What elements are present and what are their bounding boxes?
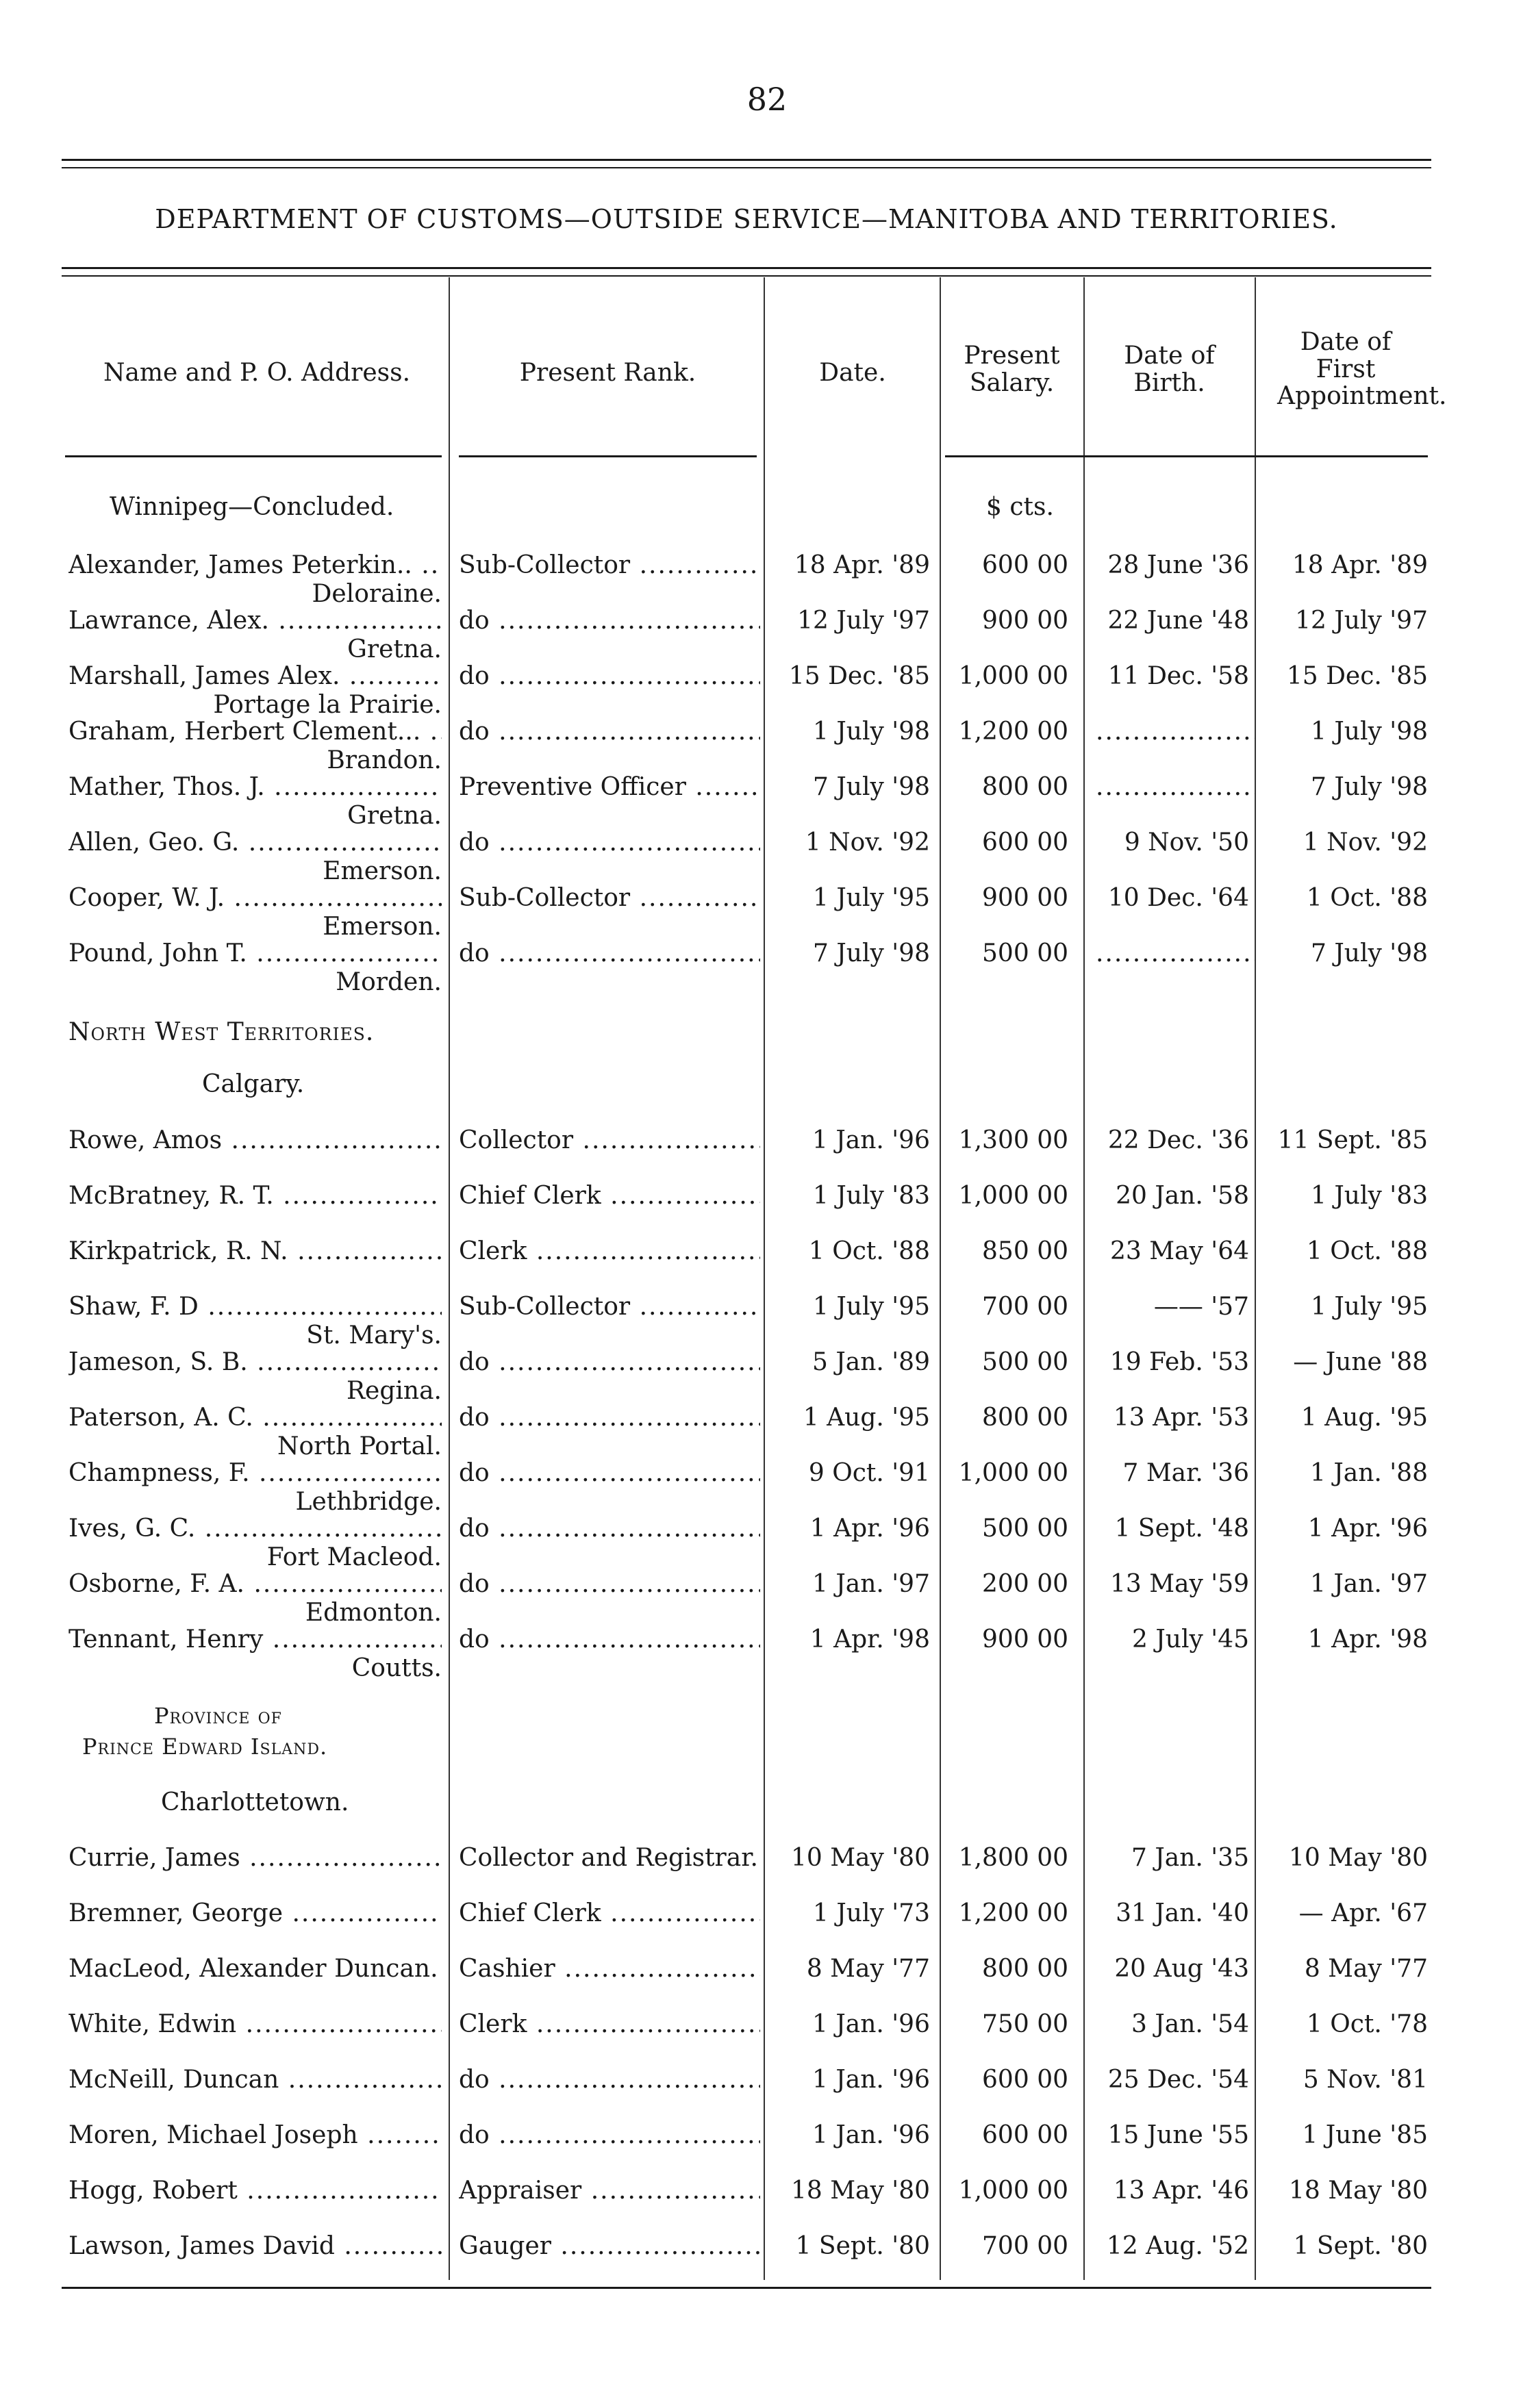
cell-date: 7 July '98 — [813, 773, 930, 801]
cell-name: Jameson, S. B. ..... — [68, 1348, 442, 1376]
cell-name: Mather, Thos. J. ..... — [68, 773, 442, 801]
cell-name: Lawrance, Alex. ..... — [68, 607, 442, 635]
cell-first: 7 July '98 — [1311, 939, 1428, 967]
cell-first: 1 June '85 — [1302, 2121, 1428, 2149]
cell-first: 11 Sept. '85 — [1277, 1126, 1428, 1154]
cell-date: 1 Jan. '96 — [812, 2066, 930, 2094]
cell-birth: 3 Jan. '54 — [1131, 2010, 1249, 2038]
cell-birth: 9 Nov. '50 — [1124, 828, 1249, 857]
cell-salary: 850 00 — [982, 1237, 1068, 1265]
table-row — [0, 1899, 1534, 1940]
cell-name: Moren, Michael Joseph ..... — [68, 2121, 442, 2149]
cell-birth: 31 Jan. '40 — [1116, 1899, 1249, 1927]
cell-birth — [1090, 773, 1255, 801]
cell-first: 10 May '80 — [1288, 1844, 1428, 1872]
cell-name: Rowe, Amos ..... — [68, 1126, 442, 1154]
location-label: Gretna. — [347, 802, 442, 830]
cell-name: Paterson, A. C. ..... — [68, 1404, 442, 1432]
cell-date: 18 May '80 — [790, 2177, 930, 2205]
cell-first: 1 Jan. '97 — [1309, 1570, 1428, 1598]
cell-name: Kirkpatrick, R. N. ..... — [68, 1237, 442, 1265]
cell-rank: Chief Clerk ..... — [459, 1182, 760, 1210]
cell-rank: Chief Clerk ..... — [459, 1899, 760, 1927]
cell-salary: 500 00 — [982, 1514, 1068, 1543]
cell-name: Champness, F. ..... — [68, 1459, 442, 1487]
cell-date: 1 Sept. '80 — [795, 2232, 930, 2260]
bottom-rule — [62, 2287, 1431, 2289]
cell-first: 1 Apr. '96 — [1307, 1514, 1428, 1543]
cell-first: 1 July '98 — [1311, 718, 1428, 746]
currency-header: $ cts. — [986, 493, 1054, 521]
cell-birth: 22 Dec. '36 — [1107, 1126, 1249, 1154]
header-rule-2 — [62, 275, 1431, 277]
cell-first: 1 Nov. '92 — [1303, 828, 1428, 857]
cell-rank: do ..... — [459, 607, 760, 635]
location-label: Lethbridge. — [295, 1488, 442, 1516]
department-title: DEPARTMENT OF CUSTOMS—OUTSIDE SERVICE—MANITOBA AND TERRITORIES. — [155, 204, 1338, 234]
cell-first: 18 May '80 — [1288, 2177, 1428, 2205]
table-row — [0, 1182, 1534, 1223]
top-rule — [62, 159, 1431, 161]
column-header-salary: Present Salary. — [964, 342, 1060, 397]
cell-birth: 28 June '36 — [1107, 551, 1249, 579]
location-label: Regina. — [346, 1377, 442, 1405]
location-label: Emerson. — [323, 857, 442, 885]
column-header-first: Date of First Appointment. — [1277, 328, 1447, 411]
cell-first: 1 July '83 — [1311, 1182, 1428, 1210]
cell-salary: 1,000 00 — [958, 662, 1068, 690]
cell-salary: 600 00 — [982, 2066, 1068, 2094]
cell-name: Pound, John T. ..... — [68, 939, 442, 967]
cell-salary: 700 00 — [982, 1293, 1068, 1321]
cell-name: Ives, G. C. ..... — [68, 1514, 442, 1543]
cell-name: Currie, James ..... — [68, 1844, 442, 1872]
cell-rank: Collector and Registrar. ..... — [459, 1844, 760, 1872]
cell-rank: do ..... — [459, 939, 760, 967]
cell-birth: 10 Dec. '64 — [1107, 884, 1249, 912]
cell-salary: 1,000 00 — [958, 1459, 1068, 1487]
table-row — [0, 1126, 1534, 1167]
cell-salary: 200 00 — [982, 1570, 1068, 1598]
cell-name: Hogg, Robert ..... — [68, 2177, 442, 2205]
location-label: St. Mary's. — [306, 1321, 442, 1349]
cell-salary: 1,000 00 — [958, 2177, 1068, 2205]
cell-first: 7 July '98 — [1311, 773, 1428, 801]
cell-rank: do ..... — [459, 1570, 760, 1598]
cell-name: Cooper, W. J. ..... — [68, 884, 442, 912]
cell-name: McNeill, Duncan ..... — [68, 2066, 442, 2094]
cell-birth: 15 June '55 — [1107, 2121, 1249, 2149]
cell-birth: 11 Dec. '58 — [1107, 662, 1249, 690]
cell-name: Allen, Geo. G. ..... — [68, 828, 442, 857]
cell-name: White, Edwin ..... — [68, 2010, 442, 2038]
cell-rank: do ..... — [459, 828, 760, 857]
cell-date: 1 July '98 — [813, 718, 930, 746]
cell-rank: Sub-Collector ..... — [459, 1293, 760, 1321]
cell-salary: 1,200 00 — [958, 1899, 1068, 1927]
cell-birth: 7 Jan. '35 — [1131, 1844, 1249, 1872]
cell-date: 8 May '77 — [806, 1955, 930, 1983]
cell-date: 15 Dec. '85 — [788, 662, 930, 690]
table-row — [0, 2232, 1534, 2273]
column-header-date: Date. — [819, 359, 886, 387]
cell-date: 1 July '83 — [813, 1182, 930, 1210]
cell-rank: Collector ..... — [459, 1126, 760, 1154]
cell-first: — June '88 — [1293, 1348, 1428, 1376]
cell-name: Bremner, George ..... — [68, 1899, 442, 1927]
cell-birth — [1090, 939, 1255, 967]
cell-date: 5 Jan. '89 — [812, 1348, 930, 1376]
cell-birth: 13 Apr. '46 — [1113, 2177, 1249, 2205]
cell-birth: 13 Apr. '53 — [1113, 1404, 1249, 1432]
cell-rank: Clerk ..... — [459, 1237, 760, 1265]
cell-rank: Cashier ..... — [459, 1955, 760, 1983]
cell-salary: 700 00 — [982, 2232, 1068, 2260]
location-label: Morden. — [336, 968, 442, 996]
section-winnipeg: Winnipeg—Concluded. — [110, 493, 394, 521]
cell-birth: 2 July '45 — [1132, 1625, 1249, 1653]
table-row — [0, 1237, 1534, 1278]
table-row — [0, 2177, 1534, 2218]
cell-date: 1 Jan. '97 — [812, 1570, 930, 1598]
cell-birth: 19 Feb. '53 — [1109, 1348, 1249, 1376]
cell-birth: —— '57 — [1153, 1293, 1249, 1321]
cell-salary: 1,300 00 — [958, 1126, 1068, 1154]
cell-name: McBratney, R. T. ..... — [68, 1182, 442, 1210]
cell-name: MacLeod, Alexander Duncan. ..... — [68, 1955, 442, 1983]
cell-date: 10 May '80 — [790, 1844, 930, 1872]
cell-first: 1 Jan. '88 — [1309, 1459, 1428, 1487]
cell-birth: 22 June '48 — [1107, 607, 1249, 635]
column-header-birth: Date of Birth. — [1124, 342, 1215, 397]
cell-name: Graham, Herbert Clement... ..... — [68, 718, 442, 746]
cell-salary: 1,000 00 — [958, 1182, 1068, 1210]
cell-date: 1 Jan. '96 — [812, 2121, 930, 2149]
cell-name: Alexander, James Peterkin.. ..... — [68, 551, 442, 579]
cell-date: 1 Aug. '95 — [803, 1404, 930, 1432]
cell-birth — [1090, 718, 1255, 746]
column-header-rule — [459, 455, 757, 457]
cell-first: 1 Oct. '78 — [1306, 2010, 1428, 2038]
cell-name: Tennant, Henry ..... — [68, 1625, 442, 1653]
cell-rank: do ..... — [459, 1459, 760, 1487]
cell-salary: 600 00 — [982, 2121, 1068, 2149]
cell-salary: 900 00 — [982, 884, 1068, 912]
cell-rank: do ..... — [459, 1404, 760, 1432]
section-nwt: North West Territories. — [68, 1018, 375, 1046]
cell-rank: Gauger ..... — [459, 2232, 760, 2260]
cell-first: 18 Apr. '89 — [1292, 551, 1428, 579]
cell-date: 1 July '95 — [813, 884, 930, 912]
cell-salary: 600 00 — [982, 551, 1068, 579]
location-label: Portage la Prairie. — [213, 691, 442, 719]
cell-birth: 13 May '59 — [1109, 1570, 1249, 1598]
location-label: Emerson. — [323, 913, 442, 941]
location-label: Edmonton. — [305, 1599, 442, 1627]
cell-first: 1 Oct. '88 — [1306, 1237, 1428, 1265]
cell-name: Osborne, F. A. ..... — [68, 1570, 442, 1598]
cell-date: 1 Jan. '96 — [812, 2010, 930, 2038]
table-row — [0, 2066, 1534, 2107]
table-row — [0, 1844, 1534, 1885]
cell-rank: do ..... — [459, 2121, 760, 2149]
cell-first: 1 Apr. '98 — [1307, 1625, 1428, 1653]
cell-salary: 800 00 — [982, 1404, 1068, 1432]
cell-date: 1 Nov. '92 — [805, 828, 930, 857]
cell-first: 1 July '95 — [1311, 1293, 1428, 1321]
cell-rank: Sub-Collector ..... — [459, 884, 760, 912]
cell-first: 1 Oct. '88 — [1306, 884, 1428, 912]
cell-rank: Sub-Collector ..... — [459, 551, 760, 579]
cell-first: 1 Sept. '80 — [1293, 2232, 1428, 2260]
cell-salary: 750 00 — [982, 2010, 1068, 2038]
location-label: Gretna. — [347, 635, 442, 663]
section-pei-heading-1: Province of — [154, 1703, 282, 1729]
cell-rank: do ..... — [459, 1625, 760, 1653]
location-label: Brandon. — [327, 746, 442, 774]
cell-date: 1 Apr. '96 — [809, 1514, 930, 1543]
cell-birth: 20 Aug '43 — [1114, 1955, 1249, 1983]
column-header-rule — [1263, 455, 1428, 457]
cell-date: 1 Jan. '96 — [812, 1126, 930, 1154]
cell-name: Shaw, F. D ..... — [68, 1293, 442, 1321]
cell-birth: 12 Aug. '52 — [1106, 2232, 1249, 2260]
cell-rank: do ..... — [459, 718, 760, 746]
cell-birth: 23 May '64 — [1109, 1237, 1249, 1265]
location-label: North Portal. — [277, 1432, 442, 1460]
cell-rank: do ..... — [459, 662, 760, 690]
cell-first: 5 Nov. '81 — [1303, 2066, 1428, 2094]
cell-name: Marshall, James Alex. ..... — [68, 662, 442, 690]
cell-birth: 20 Jan. '58 — [1116, 1182, 1249, 1210]
cell-date: 7 July '98 — [813, 939, 930, 967]
cell-birth: 1 Sept. '48 — [1114, 1514, 1249, 1543]
cell-salary: 900 00 — [982, 1625, 1068, 1653]
location-label: Deloraine. — [312, 580, 442, 608]
column-header-rule — [65, 455, 442, 457]
cell-salary: 500 00 — [982, 1348, 1068, 1376]
column-header-rank: Present Rank. — [519, 359, 696, 387]
cell-first: 8 May '77 — [1304, 1955, 1428, 1983]
cell-rank: do ..... — [459, 1348, 760, 1376]
cell-date: 1 July '95 — [813, 1293, 930, 1321]
section-pei-heading-2: Prince Edward Island. — [82, 1734, 328, 1760]
cell-first: — Apr. '67 — [1298, 1899, 1428, 1927]
location-label: Fort Macleod. — [266, 1543, 442, 1571]
cell-rank: do ..... — [459, 2066, 760, 2094]
cell-date: 12 July '97 — [797, 607, 930, 635]
cell-name: Lawson, James David ..... — [68, 2232, 442, 2260]
table-row — [0, 2121, 1534, 2162]
top-rule-2 — [62, 167, 1431, 168]
page-number: 82 — [746, 81, 788, 118]
location-label: Coutts. — [351, 1654, 442, 1682]
table-row — [0, 2010, 1534, 2051]
cell-first: 12 July '97 — [1295, 607, 1428, 635]
cell-salary: 600 00 — [982, 828, 1068, 857]
cell-salary: 900 00 — [982, 607, 1068, 635]
cell-rank: do ..... — [459, 1514, 760, 1543]
cell-first: 1 Aug. '95 — [1300, 1404, 1428, 1432]
cell-date: 18 Apr. '89 — [794, 551, 930, 579]
cell-date: 1 July '73 — [813, 1899, 930, 1927]
cell-date: 1 Oct. '88 — [808, 1237, 930, 1265]
cell-first: 15 Dec. '85 — [1286, 662, 1428, 690]
cell-salary: 800 00 — [982, 773, 1068, 801]
cell-salary: 800 00 — [982, 1955, 1068, 1983]
cell-salary: 500 00 — [982, 939, 1068, 967]
cell-birth: 7 Mar. '36 — [1122, 1459, 1249, 1487]
column-header-name: Name and P. O. Address. — [103, 359, 411, 387]
cell-salary: 1,200 00 — [958, 718, 1068, 746]
cell-salary: 1,800 00 — [958, 1844, 1068, 1872]
header-rule — [62, 267, 1431, 269]
cell-rank: Clerk ..... — [459, 2010, 760, 2038]
section-charlottetown: Charlottetown. — [161, 1788, 349, 1816]
table-row — [0, 1955, 1534, 1996]
cell-birth: 25 Dec. '54 — [1107, 2066, 1249, 2094]
cell-rank: Appraiser ..... — [459, 2177, 760, 2205]
cell-date: 1 Apr. '98 — [809, 1625, 930, 1653]
section-calgary: Calgary. — [202, 1070, 305, 1098]
cell-rank: Preventive Officer ..... — [459, 773, 760, 801]
cell-date: 9 Oct. '91 — [808, 1459, 930, 1487]
